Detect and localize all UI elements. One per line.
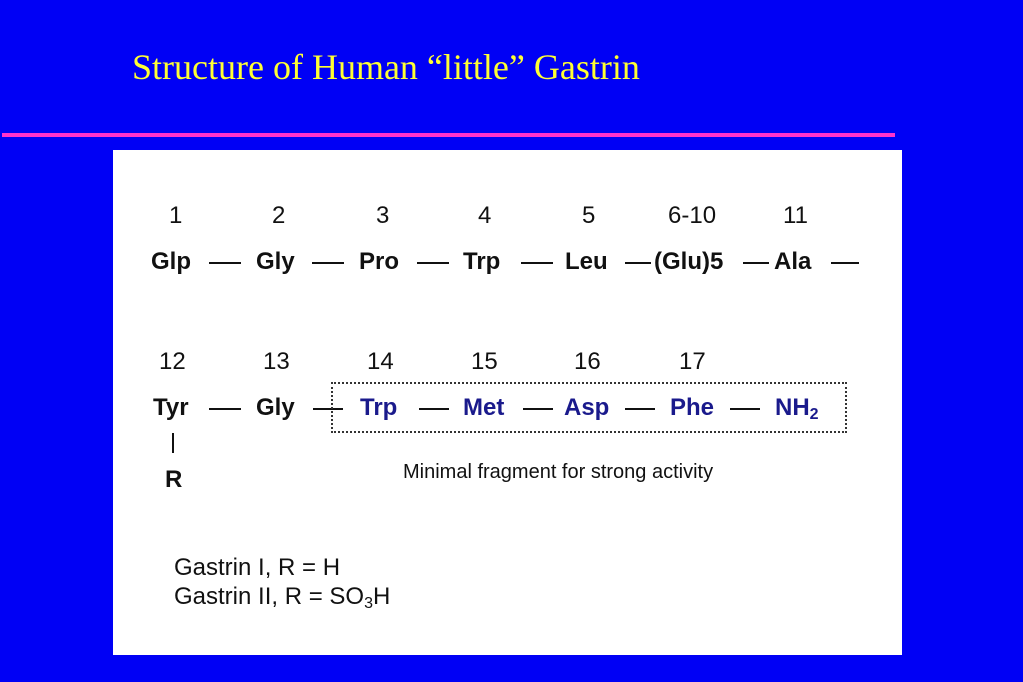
residue-glp: Glp <box>151 248 191 275</box>
peptide-bond <box>625 408 655 410</box>
residue-gly: Gly <box>256 248 295 275</box>
amide-label: NH <box>775 394 810 421</box>
position-number: 14 <box>367 348 394 375</box>
peptide-bond <box>730 408 760 410</box>
gastrin-ii-suffix: H <box>372 583 391 610</box>
residue-leu: Leu <box>565 248 608 275</box>
peptide-bond <box>312 262 344 264</box>
title-divider <box>2 133 895 137</box>
position-number: 13 <box>263 348 290 375</box>
position-number: 12 <box>159 348 186 375</box>
side-chain-bond <box>172 433 174 453</box>
position-number: 3 <box>376 202 390 229</box>
slide-title: Structure of Human “little” Gastrin <box>132 47 640 87</box>
residue-tyr: Tyr <box>153 394 189 421</box>
position-number: 6-10 <box>668 202 717 229</box>
residue-gly: Gly <box>256 394 295 421</box>
peptide-bond <box>209 408 241 410</box>
residue-glu5: (Glu)5 <box>654 248 724 275</box>
residue-trp: Trp <box>463 248 501 275</box>
position-number: 5 <box>582 202 596 229</box>
gastrin-ii-subscript: 3 <box>364 595 373 612</box>
residue-pro: Pro <box>359 248 400 275</box>
position-number: 11 <box>783 202 808 229</box>
side-chain-r: R <box>165 466 183 493</box>
position-number: 16 <box>574 348 601 375</box>
peptide-bond <box>417 262 449 264</box>
peptide-bond <box>523 408 553 410</box>
gastrin-structure-figure <box>113 150 902 655</box>
residue-met: Met <box>463 394 505 421</box>
residue-phe: Phe <box>670 394 715 421</box>
peptide-bond <box>419 408 449 410</box>
peptide-bond <box>209 262 241 264</box>
gastrin-ii-prefix: Gastrin II, R = SO <box>174 583 365 610</box>
gastrin-i-definition: Gastrin I, R = H <box>174 554 341 581</box>
residue-ala: Ala <box>774 248 812 275</box>
fragment-note: Minimal fragment for strong activity <box>403 461 714 483</box>
amide-subscript: 2 <box>809 406 819 423</box>
position-number: 4 <box>478 202 492 229</box>
position-number: 15 <box>471 348 498 375</box>
peptide-bond <box>625 262 651 264</box>
gastrin-ii-definition <box>174 582 390 618</box>
position-number: 1 <box>169 202 183 229</box>
residue-asp: Asp <box>564 394 610 421</box>
position-number: 2 <box>272 202 286 229</box>
peptide-bond <box>521 262 553 264</box>
peptide-bond <box>831 262 859 264</box>
position-number: 17 <box>679 348 706 375</box>
peptide-bond <box>743 262 769 264</box>
amide-terminus <box>775 394 819 424</box>
residue-trp: Trp <box>360 394 398 421</box>
